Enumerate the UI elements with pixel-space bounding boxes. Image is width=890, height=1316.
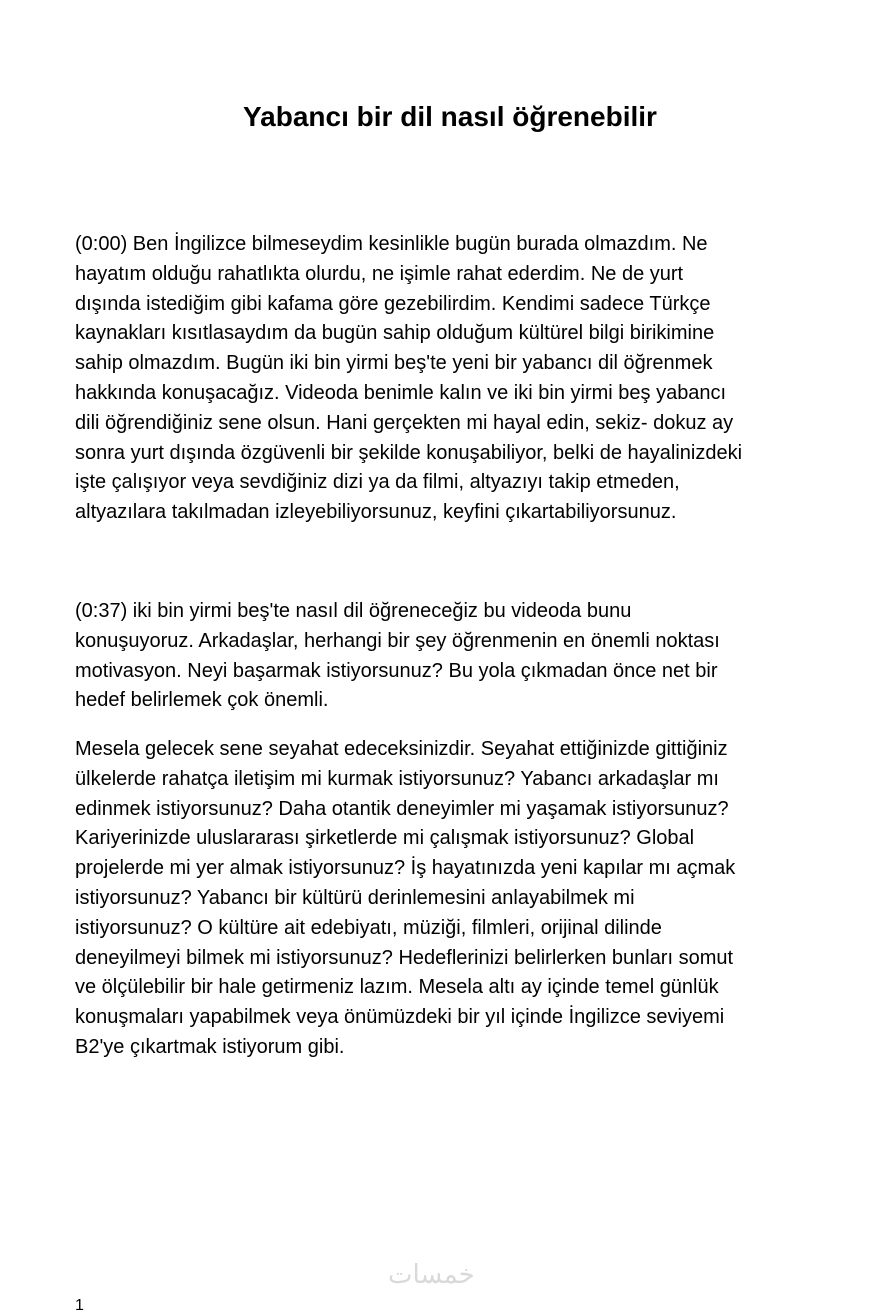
text-line: istiyorsunuz? Yabancı bir kültürü derinlemesini anlayabilmek mi <box>75 886 635 909</box>
text-line: kaynakları kısıtlasaydım da bugün sahip olduğum kültürel bilgi birikimine <box>75 322 715 345</box>
page-number: 1 <box>75 1297 84 1314</box>
text-line: (0:37) iki bin yirmi beş'te nasıl dil öğreneceğiz bu videoda bunu <box>75 600 632 622</box>
text-line: sonra yurt dışında özgüvenli bir şekilde konuşabiliyor, belki de hayalinizdeki <box>75 441 743 464</box>
text-line: deneyilmeyi bilmek mi istiyorsunuz? Hedeflerinizi belirlerken bunları somut <box>75 946 734 969</box>
paragraph-intro <box>75 230 865 528</box>
text-line: edinmek istiyorsunuz? Daha otantik deneyimler mi yaşamak istiyorsunuz? <box>75 797 729 820</box>
text-line: Kariyerinizde uluslararası şirketlerde mi çalışmak istiyorsunuz? Global <box>75 827 695 850</box>
text-line: ve ölçülebilir bir hale getirmeniz lazım. Mesela altı ay içinde temel günlük <box>75 976 719 999</box>
text-line: projelerde mi yer almak istiyorsunuz? İş hayatınızda yeni kapılar mı açmak <box>75 857 736 880</box>
paragraph-goals <box>75 735 865 1063</box>
text-line: hakkında konuşacağız. Videoda benimle kalın ve iki bin yirmi beş yabancı <box>75 381 727 404</box>
text-line: konuşuyoruz. Arkadaşlar, herhangi bir şey öğrenmenin en önemli noktası <box>75 629 720 652</box>
text-line: sahip olmazdım. Bugün iki bin yirmi beş'te yeni bir yabancı dil öğrenmek <box>75 352 713 375</box>
text-line: Mesela gelecek sene seyahat edeceksinizdir. Seyahat ettiğinizde gittiğiniz <box>75 738 728 760</box>
paragraph-motivation <box>75 597 865 716</box>
text-line: ülkelerde rahatça iletişim mi kurmak istiyorsunuz? Yabancı arkadaşlar mı <box>75 767 719 790</box>
text-line: motivasyon. Neyi başarmak istiyorsunuz? Bu yola çıkmadan önce net bir <box>75 659 718 682</box>
watermark-logo: خمسات <box>388 1260 475 1290</box>
text-line: konuşmaları yapabilmek veya önümüzdeki bir yıl içinde İngilizce seviyemi <box>75 1006 725 1029</box>
text-line: altyazılara takılmadan izleyebiliyorsunuz, keyfini çıkartabiliyorsunuz. <box>75 501 677 524</box>
text-line: dili öğrendiğiniz sene olsun. Hani gerçekten mi hayal edin, sekiz- dokuz ay <box>75 411 734 434</box>
text-line: istiyorsunuz? O kültüre ait edebiyatı, müziği, filmleri, orijinal dilinde <box>75 916 662 939</box>
text-line: hedef belirlemek çok önemli. <box>75 689 329 712</box>
text-line: B2'ye çıkartmak istiyorum gibi. <box>75 1035 345 1058</box>
text-line: dışında istediğim gibi kafama göre gezebilirdim. Kendimi sadece Türkçe <box>75 292 711 315</box>
text-line: işte çalışıyor veya sevdiğiniz dizi ya da filmi, altyazıyı takip etmeden, <box>75 471 680 494</box>
text-line: hayatım olduğu rahatlıkta olurdu, ne işimle rahat ederdim. Ne de yurt <box>75 262 684 285</box>
text-line: (0:00) Ben İngilizce bilmeseydim kesinlikle bugün burada olmazdım. Ne <box>75 233 708 255</box>
document-title: Yabancı bir dil nasıl öğrenebilir <box>243 101 657 132</box>
